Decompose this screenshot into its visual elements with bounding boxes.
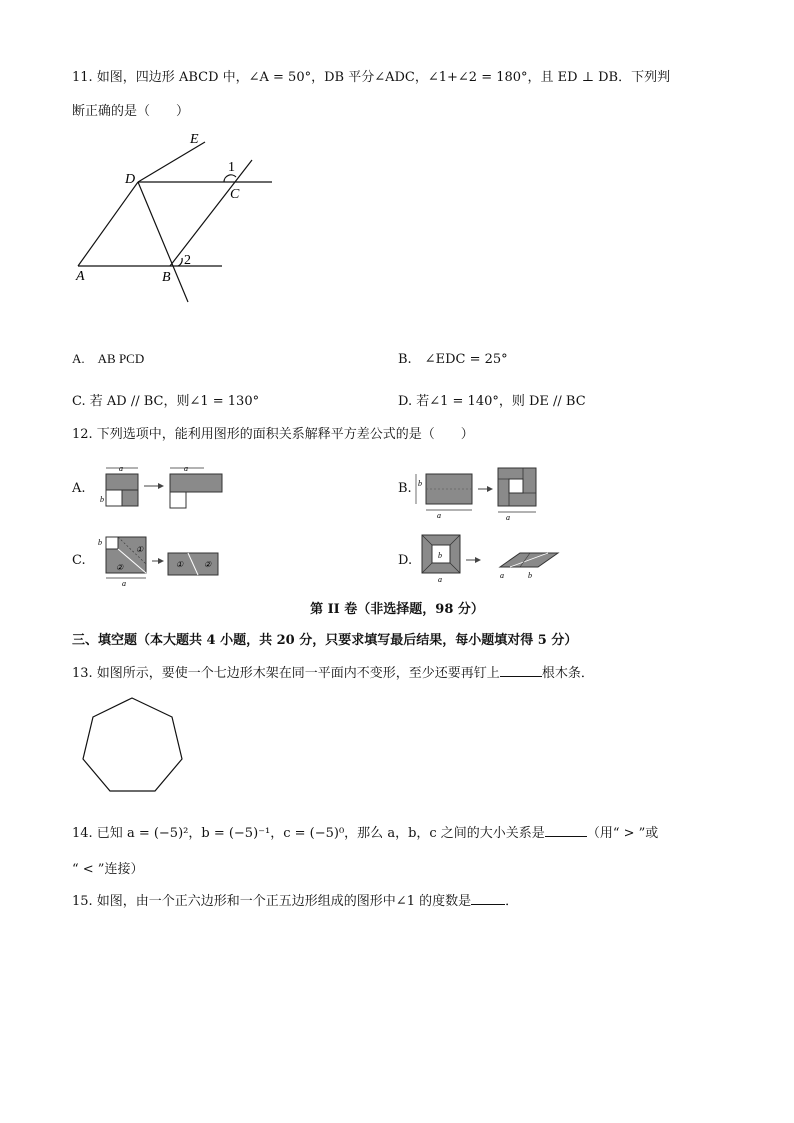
q12-c-label-b: b [98, 538, 102, 547]
q12-d-label-a: a [438, 575, 442, 584]
q14-stem-before: 14. 已知 a = (−5)²，b = (−5)⁻¹，c = (−5)⁰，那么 a，b，c 之间的大小关系是 [72, 826, 545, 841]
q13-stem-after: 根木条． [541, 666, 594, 681]
q14-stem-after: （用“ > ”或 [586, 826, 659, 841]
q12-c-label-a: a [122, 579, 126, 588]
q12-a-label-a: a [119, 464, 123, 473]
q11-option-d: D. 若∠1 = 140°，则 DE // BC [398, 394, 586, 409]
q11-option-b: B. ∠EDC = 25° [398, 352, 508, 367]
q14-stem-line2: “ < ”连接） [72, 862, 144, 877]
q12-option-d-letter: D. [398, 553, 413, 568]
q12-a-label-b: b [100, 495, 104, 504]
q12-d-label-b: b [438, 551, 442, 560]
q12-c-label-1b: ① [176, 560, 184, 569]
q12-a-label-a2: a [184, 464, 188, 473]
q14-answer-blank[interactable] [545, 824, 587, 837]
q12-d-label-b2: b [528, 571, 532, 580]
q14-stem-line1 [72, 822, 658, 841]
q12-c-label-1: ① [136, 545, 144, 554]
label-D: D [125, 172, 136, 187]
label-E: E [190, 132, 199, 147]
q15-stem-after: ． [505, 894, 519, 909]
label-B: B [162, 270, 171, 285]
q12-b-label-a2: a [506, 513, 510, 522]
q12-c-label-2b: ② [204, 560, 212, 569]
label-A: A [76, 269, 85, 284]
section-3-title: 三、填空题（本大题共 4 小题，共 20 分，只要求填写最后结果，每小题填对得 5 分） [72, 633, 578, 648]
q11-stem-line2: 断正确的是（ ） [72, 104, 190, 119]
label-C: C [230, 187, 240, 202]
q12-b-label-a: a [437, 511, 441, 520]
q12-option-a-letter: A. [72, 481, 86, 496]
q15-answer-blank[interactable] [471, 892, 505, 905]
q12-option-b-letter: B. [398, 481, 412, 496]
q11-option-a: A. AB PCD [72, 351, 145, 366]
q15-stem [72, 890, 518, 909]
q12-d-label-a2: a [500, 571, 504, 580]
label-2: 2 [184, 253, 191, 268]
q11-stem-line1: 11. 如图，四边形 ABCD 中，∠A = 50°，DB 平分∠ADC，∠1+∠2 = 180°，且 ED ⊥ DB．下列判 [72, 70, 671, 85]
q12-c-label-2: ② [116, 563, 124, 572]
q12-stem: 12. 下列选项中，能利用图形的面积关系解释平方差公式的是（ ） [72, 427, 474, 442]
q15-stem-before: 15. 如图，由一个正六边形和一个正五边形组成的图形中∠1 的度数是 [72, 894, 472, 909]
q12-b-label-b: b [418, 479, 422, 488]
section-2-title: 第 II 卷（非选择题，98 分） [310, 602, 484, 617]
label-1: 1 [228, 160, 235, 175]
q11-option-c: C. 若 AD // BC，则∠1 = 130° [72, 394, 260, 409]
q12-option-c-letter: C. [72, 553, 86, 568]
q13-stem-before: 13. 如图所示，要使一个七边形木架在同一平面内不变形，至少还要再钉上 [72, 666, 500, 681]
